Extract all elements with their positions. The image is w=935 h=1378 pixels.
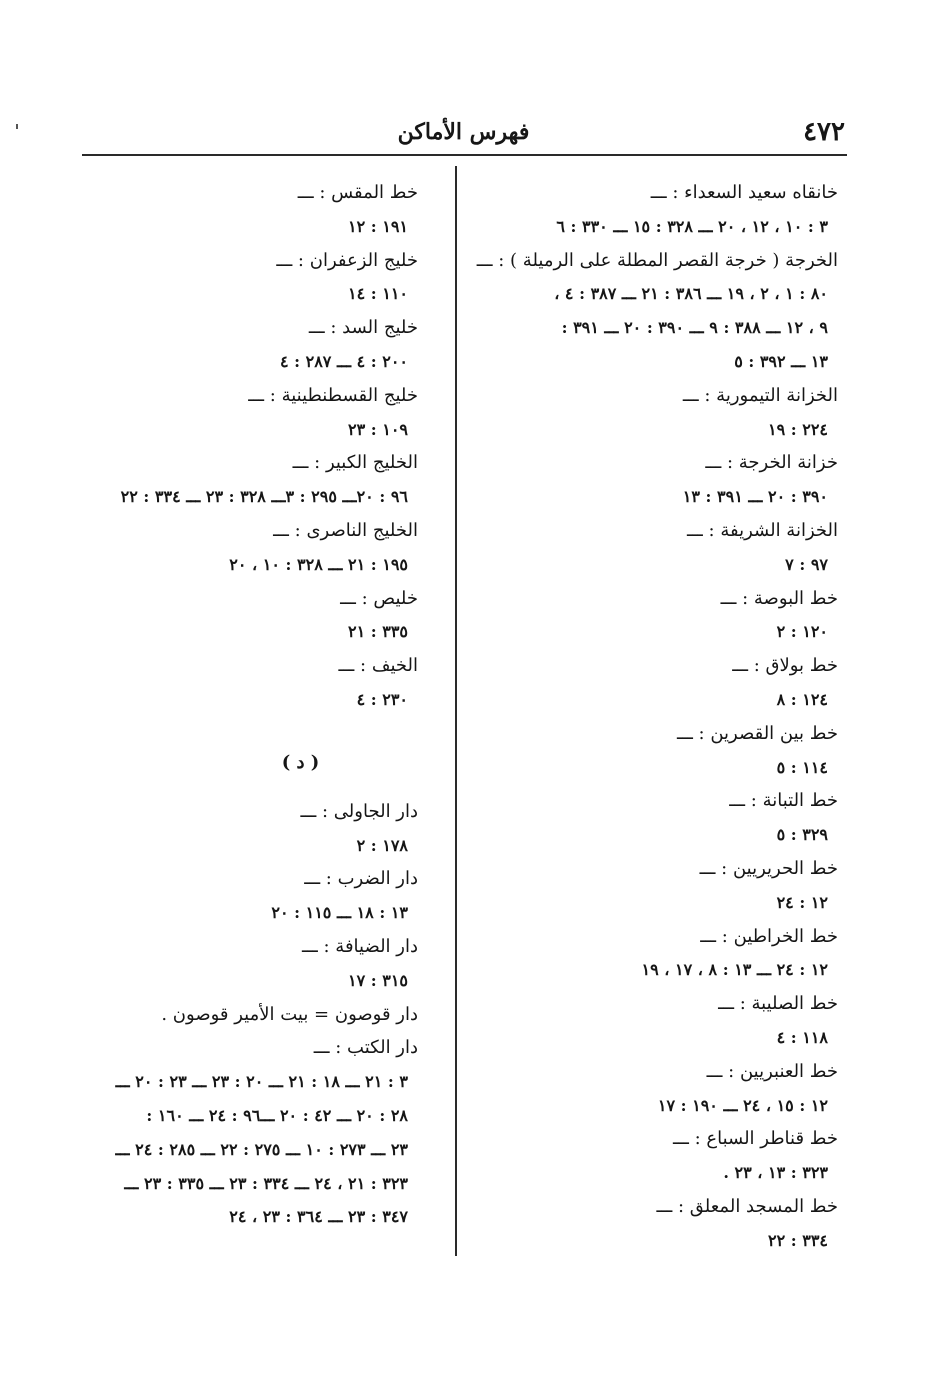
entry-page-refs: ١٢٤ : ٨ xyxy=(776,689,828,709)
entry-place-name: دار الكتب : ـــ xyxy=(313,1037,418,1059)
left-column-khaa-entries xyxy=(73,176,418,717)
entry-place-name: خط بين القصرين : ـــ xyxy=(677,722,838,744)
entry-place-name: الخرجة ( خرجة القصر المطلة على الرميلة ) : ـــ xyxy=(476,249,838,271)
entry-place-name: الخليج الكبير : ـــ xyxy=(292,452,418,474)
entry-page-refs: ١٣ ـــ ٣٩٢ : ٥ xyxy=(734,351,828,371)
page-header xyxy=(82,112,845,152)
entry-page-refs: ١٢ : ٢٤ ـــ ١٣ : ٨ ، ١٧ ، ١٩ xyxy=(641,960,828,980)
page-number: ٤٧٢ xyxy=(803,117,845,147)
entry-page-refs: ١٩٥ : ٢١ ـــ ٣٢٨ : ١٠ ، ٢٠ xyxy=(229,554,408,574)
entry-page-refs: ١١٤ : ٥ xyxy=(776,757,828,777)
entry-place-name: خليص : ـــ xyxy=(340,587,418,609)
entry-place-name: الخزانة الشريفة : ـــ xyxy=(687,519,838,541)
entry-place-name: الخيف : ـــ xyxy=(338,655,418,677)
entry-page-refs: ٩ ، ١٢ ـــ ٣٨٨ : ٩ ـــ ٣٩٠ : ٢٠ ـــ ٣٩١ : xyxy=(561,318,828,338)
right-column xyxy=(476,176,838,1258)
column-divider xyxy=(455,166,457,1256)
entry-page-refs: ٢٨ : ٢٠ ـــ ٤٢ : ٢٠ ـــ٩٦ : ٢٤ ـــ ١٦٠ : xyxy=(146,1105,408,1125)
entry-page-refs: ٩٧ : ٧ xyxy=(785,554,828,574)
entry-page-refs: ١٢ : ١٥ ، ٢٤ ـــ ١٩٠ : ١٧ xyxy=(657,1095,828,1115)
entry-place-name: دار الضيافة : ـــ xyxy=(301,935,418,957)
entry-page-refs: ١٠٩ : ٢٣ xyxy=(347,419,408,439)
entry-place-name: خانقاه سعيد السعداء : ـــ xyxy=(650,182,838,203)
entry-place-name: خط الخراطين : ـــ xyxy=(700,925,838,947)
entry-page-refs: ١١٨ : ٤ xyxy=(776,1027,828,1047)
entry-place-name: الخزانة التيمورية : ـــ xyxy=(682,384,838,406)
entry-place-name: دار قوصون = بيت الأمير قوصون . xyxy=(161,1003,418,1025)
entry-page-refs: ٢٢٤ : ١٩ xyxy=(767,419,828,439)
entry-page-refs: ٣٣٤ : ٢٢ xyxy=(767,1230,828,1250)
entry-place-name: خط العنبريين : ـــ xyxy=(706,1060,838,1082)
entry-page-refs: ١٩١ : ١٢ xyxy=(347,216,408,236)
entry-page-refs: ١١٠ : ١٤ xyxy=(347,284,408,304)
entry-page-refs: ٢٠٠ : ٤ ـــ ٢٨٧ : ٤ xyxy=(279,351,408,371)
entry-place-name: خط المقس : ـــ xyxy=(297,182,418,203)
entry-page-refs: ٣٤٧ : ٢٣ ـــ ٣٦٤ : ٢٣ ، ٢٤ xyxy=(229,1207,408,1227)
entry-page-refs: ٢٣ ـــ ٢٧٣ : ١٠ ـــ ٢٧٥ : ٢٢ ـــ ٢٨٥ : ٢٤ ـــ xyxy=(115,1139,408,1159)
entry-place-name: دار الجاولى : ـــ xyxy=(300,800,418,822)
entry-place-name: خط التبانة : ـــ xyxy=(729,790,838,812)
entry-page-refs: ١٣ : ١٨ ـــ ١١٥ : ٢٠ xyxy=(271,903,408,923)
entry-place-name: دار الضرب : ـــ xyxy=(304,868,418,890)
entry-place-name: خط المسجد المعلق : ـــ xyxy=(656,1195,838,1217)
entry-page-refs: ٣ : ١٠ ، ١٢ ، ٢٠ ـــ ٣٢٨ : ١٥ ـــ ٣٣٠ : ٦ xyxy=(556,216,828,236)
entry-page-refs: ٣٣٥ : ٢١ xyxy=(347,622,408,642)
left-column xyxy=(73,176,418,1234)
entry-place-name: خط الصليبة : ـــ xyxy=(718,993,838,1015)
entry-page-refs: ٣٢٣ : ١٣ ، ٢٣ . xyxy=(723,1163,828,1183)
left-column-dal-entries xyxy=(73,795,418,1234)
entry-place-name: خط قناطر السباع : ـــ xyxy=(673,1128,838,1150)
entry-place-name: خط الحريريين : ـــ xyxy=(699,857,838,879)
entry-place-name: خط بولاق : ـــ xyxy=(732,655,838,677)
running-title: فهرس الأماكن xyxy=(397,119,530,145)
section-spacer xyxy=(73,717,418,731)
entry-page-refs: ٣١٥ : ١٧ xyxy=(347,970,408,990)
entry-place-name: خليج الزعفران : ـــ xyxy=(276,249,418,271)
entry-page-refs: ٩٦ : ٢٠ـــ ٢٩٥ : ٣ـــ ٣٢٨ : ٢٣ ـــ ٣٣٤ : ٢٢ xyxy=(120,487,408,507)
entry-page-refs: ١٢ : ٢٤ xyxy=(776,892,828,912)
margin-speck xyxy=(16,124,18,129)
entry-page-refs: ١٧٨ : ٢ xyxy=(356,835,408,855)
entry-place-name: خليج القسطنطينية : ـــ xyxy=(248,384,418,406)
entry-place-name: الخليج الناصرى : ـــ xyxy=(273,519,418,541)
entry-page-refs: ٣٢٩ : ٥ xyxy=(776,825,828,845)
entry-place-name: خليج السد : ـــ xyxy=(308,317,418,339)
entry-page-refs: ٣٢٣ : ٢١ ، ٢٤ ـــ ٣٣٤ : ٢٣ ـــ ٣٣٥ : ٢٣ ـــ xyxy=(124,1173,408,1193)
entry-place-name: خط البوصة : ـــ xyxy=(720,587,838,609)
entry-page-refs: ١٢٠ : ٢ xyxy=(776,622,828,642)
section-heading-dal: ( د ) xyxy=(281,751,320,773)
entry-page-refs: ٣ : ٢١ ـــ ١٨ : ٢١ ـــ ٢٠ : ٢٣ ـــ ٢٣ : ٢٠ ـــ xyxy=(115,1072,408,1092)
header-rule xyxy=(82,154,847,156)
entry-page-refs: ٣٩٠ : ٢٠ ـــ ٣٩١ : ١٣ xyxy=(682,487,828,507)
entry-page-refs: ٢٣٠ : ٤ xyxy=(356,689,408,709)
entry-page-refs: ٨٠ : ١ ، ٢ ، ١٩ ـــ ٣٨٦ : ٢١ ـــ ٣٨٧ : ٤ ، xyxy=(554,284,828,304)
entry-place-name: خزانة الخرجة : ـــ xyxy=(705,452,838,474)
